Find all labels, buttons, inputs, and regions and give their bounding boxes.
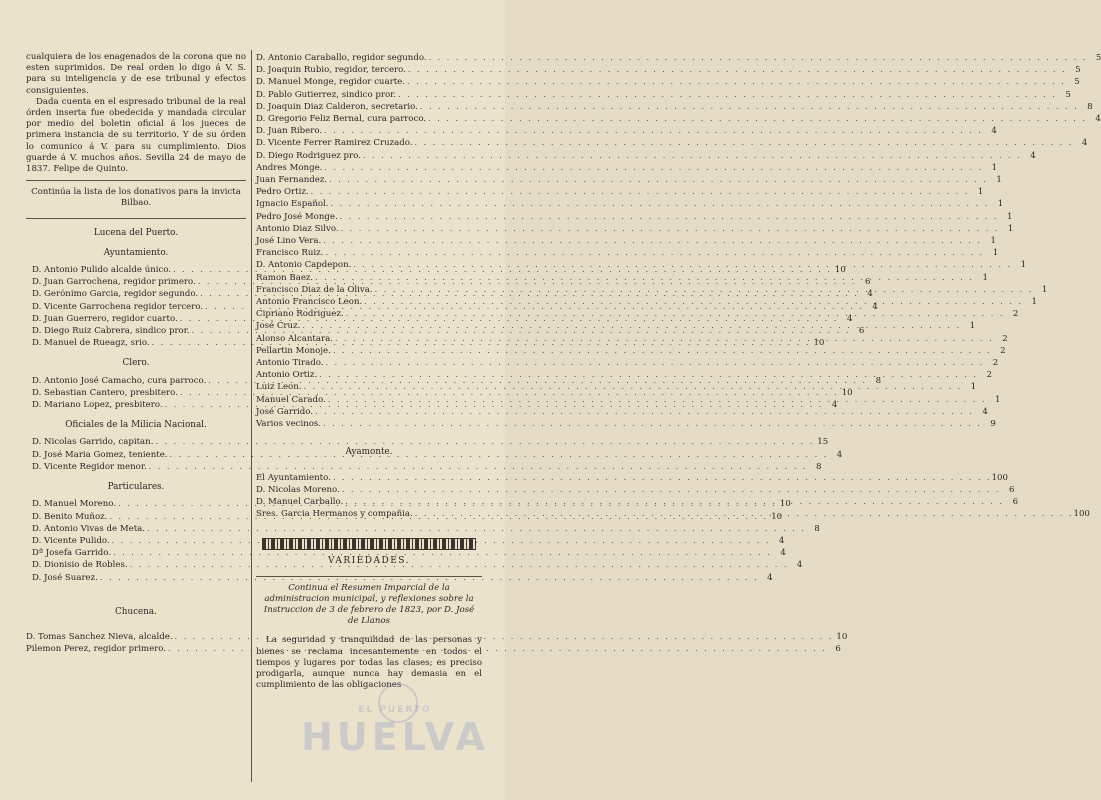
town-heading-lucena: Lucena del Puerto. bbox=[93, 227, 179, 238]
donor-row: D. Joaquin Rubio, regidor, tercero. . . . 5 bbox=[256, 64, 482, 76]
donor-row: José Lino Vera. . . . 1 bbox=[256, 235, 482, 247]
group-title-particulares: Particulares. bbox=[107, 482, 165, 493]
donor-row: Pilemon Perez, regidor primero. . . . 6 bbox=[26, 643, 246, 655]
intro-paragraph-2: Dada cuenta en el espresado tribunal de la real órden inserta fue obedecida y mandada circular por medio del boletin oficial á los jueces de primera instancia de su territorio. Y de su órden lo comunico á V. para su cumplimiento. Dios guarde á V. muchos años. Sevilla 24 de mayo de 1837. Felipe de Quinto. bbox=[26, 96, 246, 175]
donor-row: Andres Monge. . . . 1 bbox=[256, 162, 482, 174]
donor-row: Ignacio Español. . . . 1 bbox=[256, 198, 482, 210]
donor-row: Luiz Leon. . . . 1 bbox=[256, 381, 482, 393]
donor-row: D. Antonio José Camacho, cura parroco. . . . 8 bbox=[26, 375, 246, 387]
divider-rule bbox=[256, 576, 482, 577]
donor-row: Pellartin Monoje. . . . 2 bbox=[256, 345, 482, 357]
donor-row: D. Antonio Caraballo, regidor segundo. . . . 5 bbox=[256, 52, 482, 64]
article-body: La seguridad y tranquilidad de las personas y bienes se reclama incesantemente en todos el tiempos y lugares por todas las clases; es preciso prodigarla, aunque nunca hay demasia en el cumplimiento de las obligaciones bbox=[256, 635, 482, 691]
donor-row: D. Mariano Lopez, presbitero. . . . 4 bbox=[26, 399, 246, 411]
donor-row: D. Nicolas Moreno. . . . 6 bbox=[256, 484, 482, 496]
donor-row: Sres. Garcia Hermanos y compañia. . . . 100 bbox=[256, 508, 482, 520]
donor-row: D. José Suarez. . . . 4 bbox=[26, 572, 246, 584]
donor-row: D. Antonio Pulido alcalde único. . . . 10 bbox=[26, 264, 246, 276]
donor-row: D. Diego Ruiz Cabrera, sindico pror. . . . 6 bbox=[26, 325, 246, 337]
donor-row: Pedro José Monge. . . . 1 bbox=[256, 211, 482, 223]
donor-row: D. José Maria Gomez, teniente. . . . 4 bbox=[26, 449, 246, 461]
watermark-top-text: EL PUERTO bbox=[358, 705, 432, 715]
donor-row: Alonso Alcantara. . . . 2 bbox=[256, 333, 482, 345]
donor-row: D. Manuel Monge, regidor cuarte. . . . 5 bbox=[256, 76, 482, 88]
donor-row: D. Vicente Pulido. . . . 4 bbox=[26, 535, 246, 547]
donor-list-chucena bbox=[26, 631, 848, 655]
group-title-ayuntamiento: Ayuntamiento. bbox=[103, 247, 169, 258]
donor-row: Antonio Tirado. . . . 2 bbox=[256, 357, 482, 369]
donor-row: D. Antonio Vivas de Meta. . . . 8 bbox=[26, 523, 246, 535]
donor-row: D. Vicente Regidor menor. . . . 8 bbox=[26, 461, 246, 473]
divider-rule bbox=[26, 180, 246, 181]
donor-row: D. Pablo Gutierrez, sindico pror. . . . 5 bbox=[256, 89, 482, 101]
donor-row: D. Manuel Moreno. . . . 10 bbox=[26, 498, 246, 510]
ornamental-border bbox=[262, 538, 476, 550]
article-lead: Continua el Resumen Imparcial de la administracion municipal, y reflexiones sobre la Instruccion de 3 de febrero de 1823, por D. José de Llanos bbox=[263, 582, 475, 627]
donor-row: Antonio Diaz Silvo. . . . 1 bbox=[256, 223, 482, 235]
group-title-clero: Clero. bbox=[122, 358, 150, 369]
donor-row: D. Gerónimo Garcia, regidor segundo. . . . 4 bbox=[26, 288, 246, 300]
donor-row: D. Vicente Garrochena regidor tercero. . . . 4 bbox=[26, 301, 246, 313]
section-title-variedades: VARIEDADES. bbox=[328, 556, 410, 567]
donor-row: Ramon Baez. . . . 1 bbox=[256, 272, 482, 284]
donor-row: D. Joaquin Diaz Calderon, secretario. . . . 8 bbox=[256, 101, 482, 113]
donor-row: D. Manuel de Rueagz, srio. . . . 10 bbox=[26, 337, 246, 349]
donor-row: D. Antonio Capdepon. . . . 1 bbox=[256, 259, 482, 271]
donor-row: El Ayuntamiento. . . . 100 bbox=[256, 472, 482, 484]
donor-row: D. Juan Garrochena, regidor primero. . . . 6 bbox=[26, 276, 246, 288]
donor-row: Francisco Ruiz. . . . 1 bbox=[256, 247, 482, 259]
column-rule bbox=[251, 50, 252, 782]
donor-row: D. Nicolas Garrido, capitan. . . . 15 bbox=[26, 436, 246, 448]
donor-row: D. Tomas Sanchez Nieva, alcalde. . . . 10 bbox=[26, 631, 246, 643]
donor-row: José Garrido. . . . 4 bbox=[256, 406, 482, 418]
divider-rule bbox=[26, 218, 246, 219]
intro-paragraph-1: cualquiera de los enagenados de la corona que no esten suprimidos. De real orden lo digo á V. S. para su inteligencia y de ese tribunal y efectos consiguientes. bbox=[26, 52, 246, 96]
donor-row: Antonio Francisco Leon. . . . 1 bbox=[256, 296, 482, 308]
donations-lead: Continúa la lista de los donativos para la invicta Bilbao. bbox=[31, 187, 241, 209]
donor-row: Varios vecinos. . . . 9 bbox=[256, 418, 482, 430]
town-heading-chucena: Chucena. bbox=[115, 606, 157, 617]
donor-row: D. Gregorio Feliz Bernal, cura parroco. . . . 4 bbox=[256, 113, 482, 125]
group-title-milicia: Oficiales de la Milicia Nacional. bbox=[65, 420, 207, 431]
donor-row: José Cruz. . . . 1 bbox=[256, 320, 482, 332]
donor-row: D. Manuel Carballo. . . . 6 bbox=[256, 496, 482, 508]
town-heading-ayamonte: Ayamonte. bbox=[345, 447, 393, 458]
donor-row: Juan Fernandez. . . . 1 bbox=[256, 174, 482, 186]
donor-row: D. Vicente Ferrer Ramirez Cruzado. . . . 4 bbox=[256, 137, 482, 149]
donor-row: D. Dionisio de Robles. . . . 4 bbox=[26, 559, 246, 571]
donor-row: Dª Josefa Garrido. . . . 4 bbox=[26, 547, 246, 559]
donor-row: Cipriano Rodriguez. . . . 2 bbox=[256, 308, 482, 320]
donor-row: Antonio Ortiz. . . . 2 bbox=[256, 369, 482, 381]
donor-row: Francisco Diaz de la Oliva. . . . 1 bbox=[256, 284, 482, 296]
donor-row: D. Juan Guerrero, regidor cuarto. . . . 4 bbox=[26, 313, 246, 325]
donor-row: D. Juan Ribero. . . . 4 bbox=[256, 125, 482, 137]
donor-row: D. Sebastian Cantero, presbitero. . . . 10 bbox=[26, 387, 246, 399]
donor-row: Pedro Ortiz. . . . 1 bbox=[256, 186, 482, 198]
donor-row: D. Diego Rodriguez pro. . . . 4 bbox=[256, 150, 482, 162]
donor-row: Manuel Carado. . . . 1 bbox=[256, 394, 482, 406]
donor-row: D. Benito Muñoz. . . . 10 bbox=[26, 511, 246, 523]
watermark-main-text: HUELVA bbox=[301, 715, 489, 759]
